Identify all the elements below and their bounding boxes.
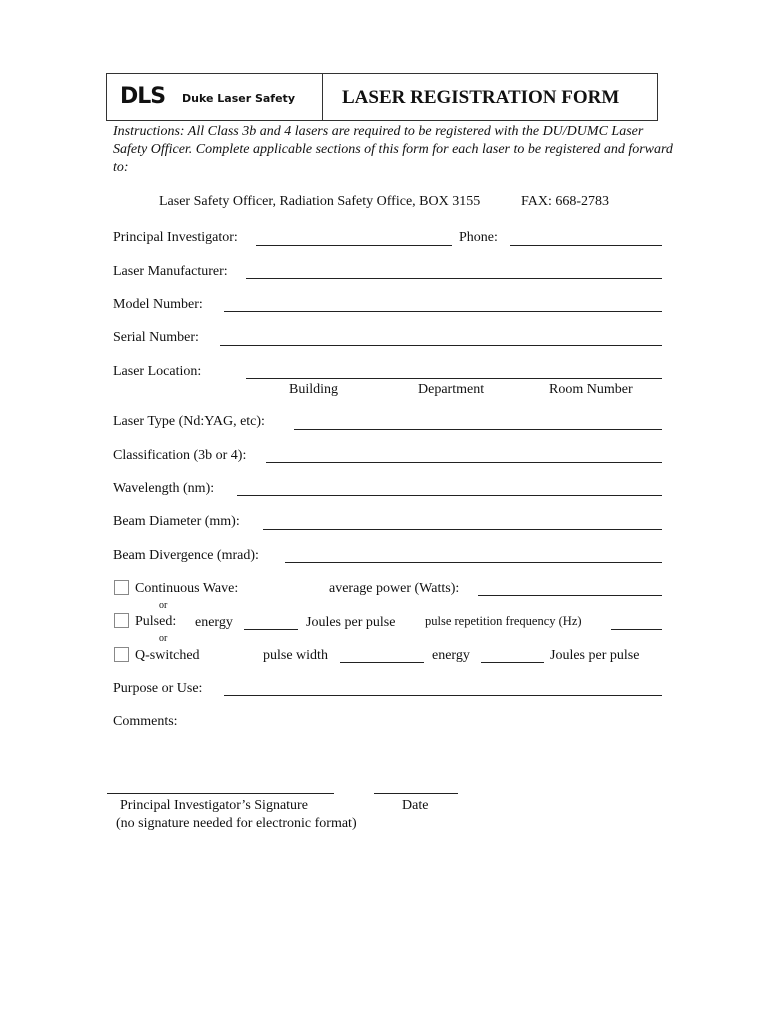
principal-investigator-label: Principal Investigator: [113,230,238,245]
purpose-field[interactable] [224,695,662,696]
beam-divergence-label: Beam Divergence (mrad): [113,548,259,563]
pulse-width-field[interactable] [340,662,424,663]
address: Laser Safety Officer, Radiation Safety Office, BOX 3155 [159,194,481,209]
pulsed-energy-field[interactable] [244,629,298,630]
laser-manufacturer-label: Laser Manufacturer: [113,264,228,279]
location-department-label: Department [418,382,485,397]
signature-note: (no signature needed for electronic format) [116,816,357,831]
classification-field[interactable] [266,462,662,463]
principal-investigator-field[interactable] [256,245,452,246]
continuous-wave-label: Continuous Wave: [135,581,239,596]
q-energy-label: energy [432,648,470,663]
comments-label: Comments: [113,714,178,729]
pulse-rep-freq-field[interactable] [611,629,662,630]
date-label: Date [402,798,429,813]
pulse-rep-freq-label: pulse repetition frequency (Hz) [425,614,582,628]
wavelength-label: Wavelength (nm): [113,481,215,496]
laser-type-label: Laser Type (Nd:YAG, etc): [113,414,265,429]
pulse-width-label: pulse width [263,648,328,663]
form-title: LASER REGISTRATION FORM [342,87,620,108]
classification-label: Classification (3b or 4): [113,448,247,463]
or-label-2: or [159,633,168,644]
average-power-label: average power (Watts): [329,581,460,596]
purpose-label: Purpose or Use: [113,681,203,696]
signature-field[interactable] [107,793,334,794]
q-switched-label: Q-switched [135,648,200,663]
or-label-1: or [159,600,168,611]
location-room-label: Room Number [549,382,633,397]
laser-type-field[interactable] [294,429,662,430]
header-divider [322,73,323,121]
beam-diameter-label: Beam Diameter (mm): [113,514,240,529]
continuous-wave-checkbox[interactable] [114,580,129,595]
laser-manufacturer-field[interactable] [246,278,662,279]
average-power-field[interactable] [478,595,662,596]
q-energy-field[interactable] [481,662,544,663]
serial-number-field[interactable] [220,345,662,346]
dls-logo-text: Duke Laser Safety [182,92,295,105]
pulsed-label: Pulsed: [135,614,177,629]
phone-label: Phone: [459,230,498,245]
fax: FAX: 668-2783 [521,194,610,209]
pulsed-checkbox[interactable] [114,613,129,628]
model-number-field[interactable] [224,311,662,312]
model-number-label: Model Number: [113,297,203,312]
wavelength-field[interactable] [237,495,662,496]
date-field[interactable] [374,793,458,794]
q-joules-label: Joules per pulse [550,648,640,663]
beam-divergence-field[interactable] [285,562,662,563]
laser-location-field[interactable] [246,378,662,379]
signature-label: Principal Investigator’s Signature [120,798,308,813]
beam-diameter-field[interactable] [263,529,662,530]
location-building-label: Building [289,382,339,397]
phone-field[interactable] [510,245,662,246]
laser-location-label: Laser Location: [113,364,202,379]
instructions: Instructions: All Class 3b and 4 lasers are required to be registered with the DU/DUMC Laser Safety Officer. Complete applicable sections of this form for each laser to be registered and forward to: [113,124,673,175]
serial-number-label: Serial Number: [113,330,199,345]
dls-logo-mark: DLS [120,84,166,109]
q-switched-checkbox[interactable] [114,647,129,662]
pulsed-joules-label: Joules per pulse [306,615,396,630]
pulsed-energy-label: energy [195,615,233,630]
